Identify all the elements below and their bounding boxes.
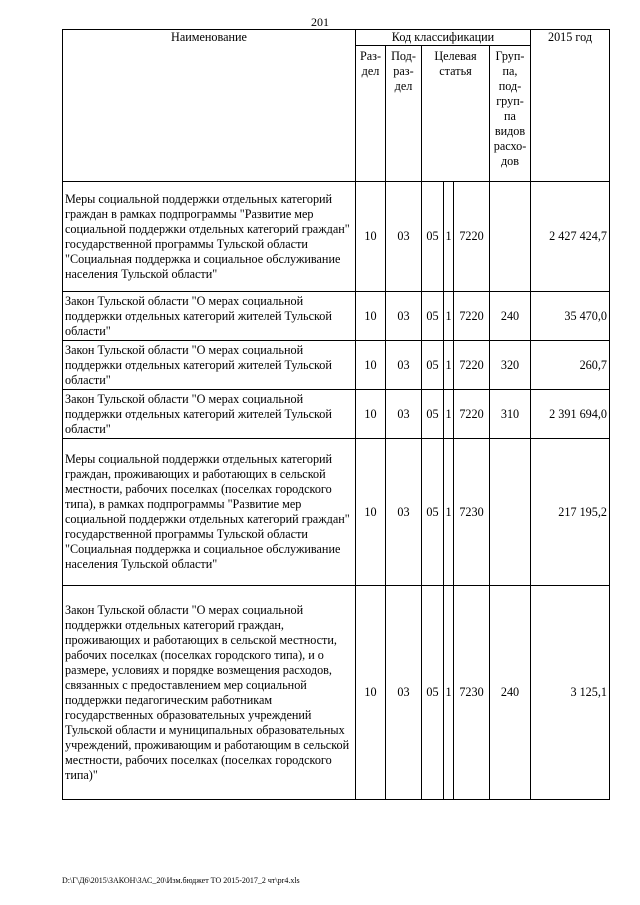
row-cs2: 1 [444, 586, 454, 800]
header-name: Наименование [63, 30, 356, 182]
table-row [63, 292, 610, 341]
table-row [63, 439, 610, 586]
row-podrazdel: 03 [386, 292, 422, 341]
row-amount: 217 195,2 [531, 439, 610, 586]
row-cs3: 7220 [454, 182, 490, 292]
row-cs3: 7230 [454, 586, 490, 800]
row-name: Закон Тульской области "О мерах социальной поддержки отдельных категорий граждан, проживающих и работающих в сельской местности, рабочих поселках (поселках городского типа), и о размере, условиях и порядке возмещения расходов, связанных с предоставлением мер социальной поддержки педагогическим работникам государственных образовательных учреждений Тульской области и муниципальных образовательных учреждений, проживающим и работающим в сельской местности, рабочих поселках (поселках городского типа)" [63, 586, 356, 800]
row-amount: 35 470,0 [531, 292, 610, 341]
header-gruppa: Груп- па, под- груп- па видов расхо- дов [490, 46, 531, 182]
row-vid: 240 [490, 292, 531, 341]
row-cs1: 05 [422, 341, 444, 390]
row-cs1: 05 [422, 586, 444, 800]
row-name: Закон Тульской области "О мерах социальной поддержки отдельных категорий жителей Тульской области" [63, 341, 356, 390]
row-cs2: 1 [444, 292, 454, 341]
row-razdel: 10 [356, 586, 386, 800]
row-podrazdel: 03 [386, 182, 422, 292]
table-row [63, 390, 610, 439]
row-amount: 260,7 [531, 341, 610, 390]
row-cs3: 7220 [454, 341, 490, 390]
row-vid [490, 439, 531, 586]
row-cs2: 1 [444, 341, 454, 390]
row-podrazdel: 03 [386, 439, 422, 586]
row-cs1: 05 [422, 439, 444, 586]
row-amount: 2 391 694,0 [531, 390, 610, 439]
page-number: 201 [311, 15, 329, 29]
row-cs1: 05 [422, 390, 444, 439]
table-row [63, 341, 610, 390]
row-cs1: 05 [422, 292, 444, 341]
budget-table [62, 29, 610, 800]
header-razdel: Раз- дел [356, 46, 386, 182]
file-path-footer: D:\Г\Д6\2015\ЗАКОН\ЗАС_20\Изм.бюджет ТО 2015-2017_2 чт\pr4.xls [62, 876, 300, 885]
row-razdel: 10 [356, 341, 386, 390]
row-cs2: 1 [444, 182, 454, 292]
row-cs3: 7220 [454, 390, 490, 439]
row-podrazdel: 03 [386, 341, 422, 390]
header-tselevaya: Целевая статья [422, 46, 490, 182]
table-row [63, 182, 610, 292]
row-name: Меры социальной поддержки отдельных категорий граждан, проживающих и работающих в сельской местности, рабочих поселках (поселках городского типа), в рамках подпрограммы "Развитие мер социальной поддержки отдельных категорий граждан" государственной программы Тульской области "Социальная поддержка и социальное обслуживание населения Тульской области" [63, 439, 356, 586]
header-year: 2015 год [531, 30, 610, 182]
row-razdel: 10 [356, 390, 386, 439]
row-podrazdel: 03 [386, 390, 422, 439]
header-code-classification: Код классификации [356, 30, 531, 46]
row-podrazdel: 03 [386, 586, 422, 800]
row-vid: 240 [490, 586, 531, 800]
row-cs2: 1 [444, 439, 454, 586]
row-vid: 320 [490, 341, 531, 390]
row-vid: 310 [490, 390, 531, 439]
row-cs2: 1 [444, 390, 454, 439]
row-cs3: 7220 [454, 292, 490, 341]
row-razdel: 10 [356, 292, 386, 341]
row-amount: 2 427 424,7 [531, 182, 610, 292]
row-razdel: 10 [356, 182, 386, 292]
row-vid [490, 182, 531, 292]
row-razdel: 10 [356, 439, 386, 586]
row-cs1: 05 [422, 182, 444, 292]
header-podrazdel: Под- раз- дел [386, 46, 422, 182]
row-amount: 3 125,1 [531, 586, 610, 800]
row-cs3: 7230 [454, 439, 490, 586]
row-name: Закон Тульской области "О мерах социальной поддержки отдельных категорий жителей Тульской области" [63, 390, 356, 439]
table-row [63, 586, 610, 800]
row-name: Закон Тульской области "О мерах социальной поддержки отдельных категорий жителей Тульской области" [63, 292, 356, 341]
row-name: Меры социальной поддержки отдельных категорий граждан в рамках подпрограммы "Развитие мер социальной поддержки отдельных категорий граждан" государственной программы Тульской области "Социальная поддержка и социальное обслуживание населения Тульской области" [63, 182, 356, 292]
